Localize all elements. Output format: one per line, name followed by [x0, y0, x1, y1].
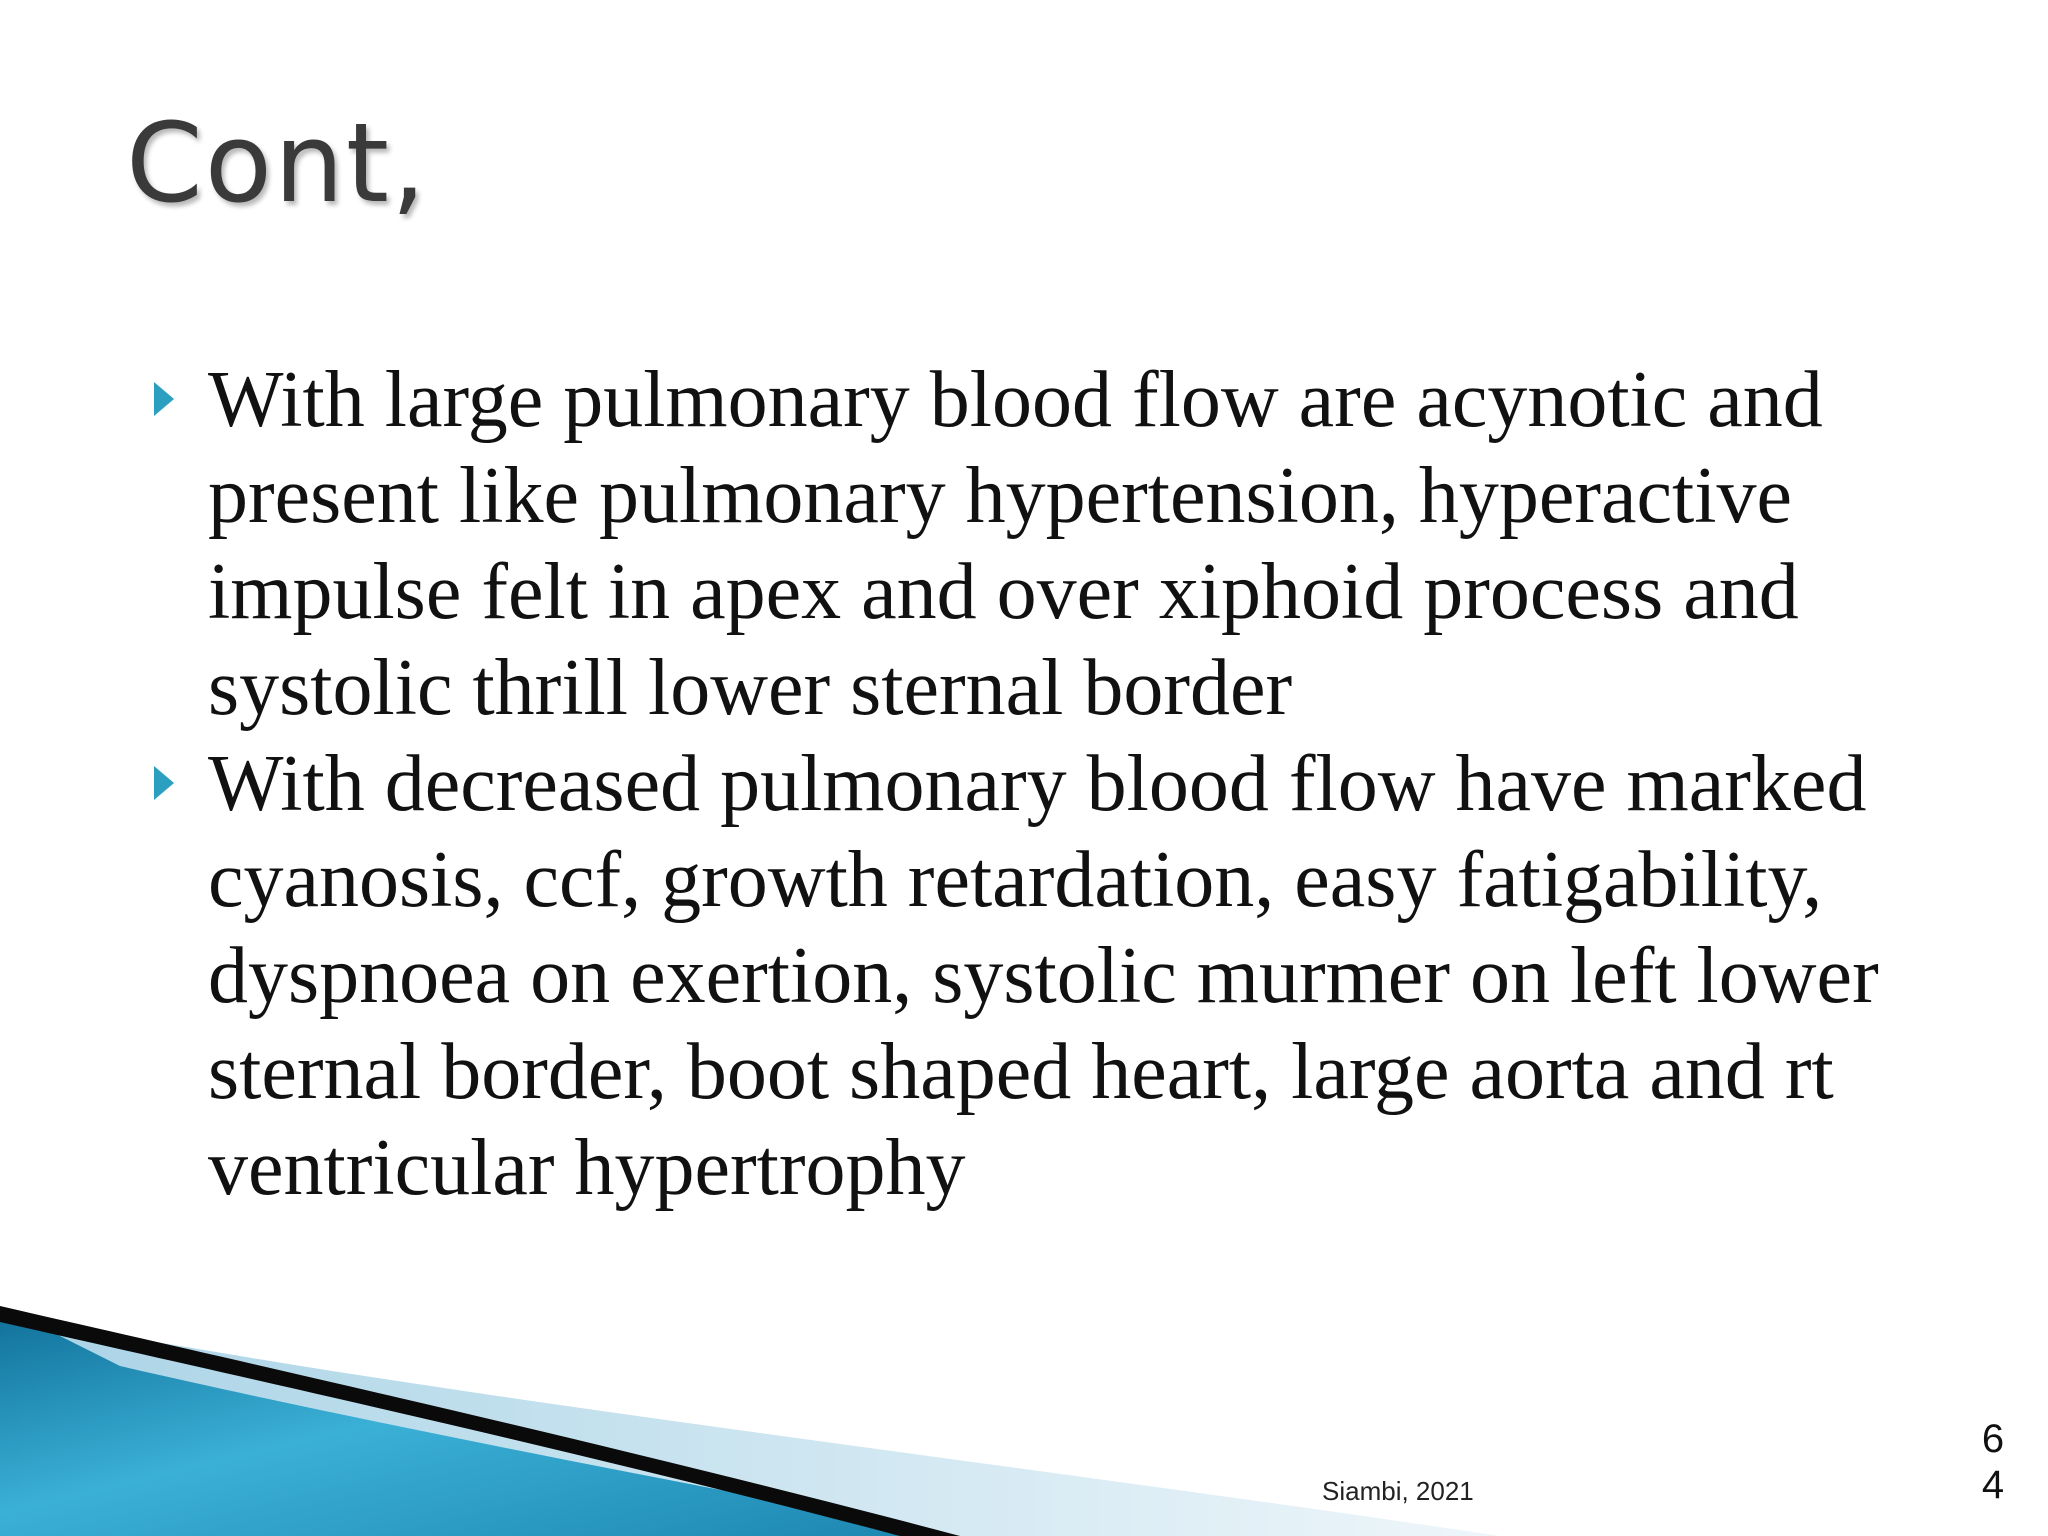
- triangle-right-icon: [154, 766, 174, 800]
- bullet-item: [150, 352, 1910, 736]
- slide-title: Cont,: [126, 99, 428, 227]
- bullet-text: With decreased pulmonary blood flow have marked cyanosis, ccf, growth retardation, easy fatigability, dyspnoea on exertion, systolic murmer on left lower sternal border, boot shaped heart, large aorta and rt ventricular hypertrophy: [208, 740, 1879, 1212]
- bullet-text: With large pulmonary blood flow are acynotic and present like pulmonary hypertension, hyperactive impulse felt in apex and over xiphoid process and systolic thrill lower sternal border: [208, 356, 1823, 732]
- bullet-list: [150, 352, 1910, 1216]
- triangle-right-icon: [154, 382, 174, 416]
- footer-author: Siambi, 2021: [1322, 1476, 1474, 1506]
- page-number: 64: [1981, 1417, 2005, 1507]
- bullet-item: [150, 736, 1910, 1216]
- decorative-wave: [0, 1276, 2048, 1536]
